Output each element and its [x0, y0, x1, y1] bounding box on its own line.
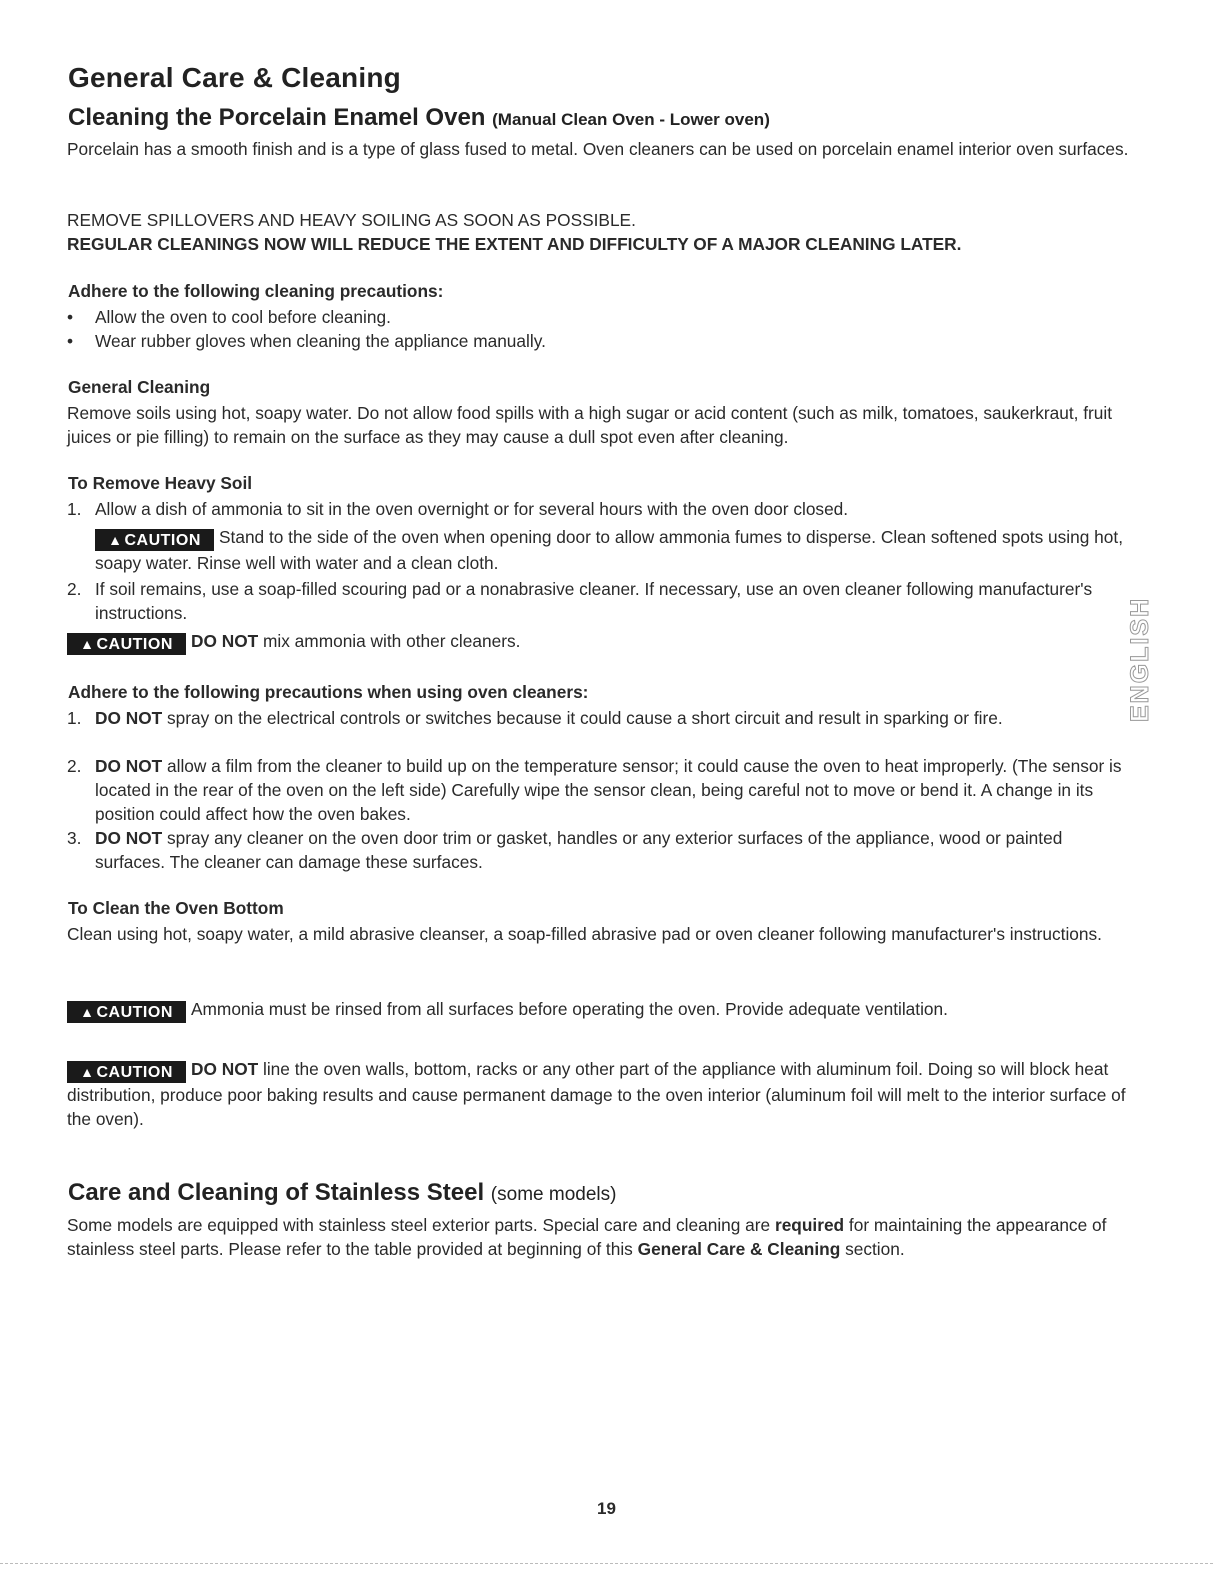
- bottom-rule: [0, 1563, 1213, 1564]
- porcelain-heading-sub: (Manual Clean Oven - Lower oven): [492, 110, 770, 129]
- stainless-text: Some models are equipped with stainless steel exterior parts. Special care and cleaning are required for maintaining the appearance of stainless steel parts. Please refer to the table provided at beginning of this General Care & Cleaning section.: [67, 1215, 1107, 1259]
- bullet: •: [67, 307, 74, 327]
- list-item: 2. If soil remains, use a soap-filled scouring pad or a nonabrasive cleaner. If necessary, use an oven cleaner following manufacturer's instructions.: [67, 579, 1093, 623]
- caution-badge: ▲ CAUTION: [67, 1001, 186, 1023]
- list-item: • Allow the oven to cool before cleaning.: [67, 307, 391, 327]
- regular-notice: REGULAR CLEANINGS NOW WILL REDUCE THE EXTENT AND DIFFICULTY OF A MAJOR CLEANING LATER.: [67, 234, 962, 254]
- remove-notice: REMOVE SPILLOVERS AND HEAVY SOILING AS SOON AS POSSIBLE.: [67, 210, 636, 230]
- stainless-heading-sub: (some models): [490, 1184, 617, 1205]
- warning-triangle-icon: ▲: [80, 1004, 95, 1020]
- stainless-heading: [68, 1179, 616, 1207]
- list-item: 3. DO NOT spray any cleaner on the oven door trim or gasket, handles or any exterior surfaces of the appliance, wood or painted surfaces. The cleaner can damage these surfaces.: [67, 828, 1063, 872]
- list-item: 1. Allow a dish of ammonia to sit in the oven overnight or for several hours with the oven door closed.: [67, 499, 849, 519]
- list-item: • Wear rubber gloves when cleaning the appliance manually.: [67, 331, 546, 351]
- caution-badge: ▲ CAUTION: [95, 529, 214, 551]
- porcelain-heading-text: Cleaning the Porcelain Enamel Oven: [68, 104, 486, 131]
- list-item: 1. DO NOT spray on the electrical controls or switches because it could cause a short circuit and result in sparking or fire.: [67, 708, 1003, 728]
- caution-badge: ▲ CAUTION: [67, 1061, 186, 1083]
- list-item: 2. DO NOT allow a film from the cleaner to build up on the temperature sensor; it could cause the oven to heat improperly. (The sensor is located in the rear of the oven on the left side) Carefully wipe the sensor clean, being careful not to move or bend it. A change in its position could affect how the oven bakes.: [67, 756, 1122, 824]
- caution-block: ▲ CAUTION Ammonia must be rinsed from all surfaces before operating the oven. Provide adequate ventilation.: [67, 997, 1142, 1023]
- stainless-heading-text: Care and Cleaning of Stainless Steel: [68, 1179, 485, 1206]
- caution-badge: ▲ CAUTION: [67, 633, 186, 655]
- page-number: 19: [597, 1499, 616, 1518]
- caution-block: ▲ CAUTION DO NOT mix ammonia with other cleaners.: [67, 629, 1142, 655]
- porcelain-heading: [68, 104, 770, 132]
- page-title: General Care & Cleaning: [68, 62, 401, 93]
- precautions-label: Adhere to the following cleaning precautions:: [68, 281, 444, 301]
- warning-triangle-icon: ▲: [80, 1064, 95, 1080]
- heavy-soil-label: To Remove Heavy Soil: [68, 473, 253, 493]
- caution-block: ▲ CAUTION DO NOT line the oven walls, bottom, racks or any other part of the appliance with aluminum foil. Doing so will block heat distribution, produce poor baking results and cause permanent damage to the oven interior (aluminum foil will melt to the interior surface of the oven).: [67, 1059, 1126, 1129]
- oven-bottom-text: Clean using hot, soapy water, a mild abrasive cleanser, a soap-filled abrasive pad or oven cleaner following manufacturer's instructions.: [67, 924, 1102, 944]
- general-cleaning-text: Remove soils using hot, soapy water. Do not allow food spills with a high sugar or acid content (such as milk, tomatoes, saukerkraut, fruit juices or pie filling) to remain on the surface as they may cause a dull spot even after cleaning.: [67, 403, 1113, 447]
- side-language-tab: ENGLISH: [1126, 596, 1154, 722]
- general-cleaning-label: General Cleaning: [68, 377, 211, 397]
- caution-block: ▲ CAUTION Stand to the side of the oven when opening door to allow ammonia fumes to disperse. Clean softened spots using hot, soapy water. Rinse well with water and a clean cloth.: [95, 527, 1123, 573]
- oven-cleaner-precautions-label: Adhere to the following precautions when using oven cleaners:: [68, 682, 589, 702]
- bullet: •: [67, 331, 74, 351]
- warning-triangle-icon: ▲: [80, 636, 95, 652]
- warning-triangle-icon: ▲: [108, 532, 123, 548]
- porcelain-intro: Porcelain has a smooth finish and is a type of glass fused to metal. Oven cleaners can be used on porcelain enamel interior oven surfaces.: [67, 139, 1129, 159]
- oven-bottom-label: To Clean the Oven Bottom: [68, 898, 284, 918]
